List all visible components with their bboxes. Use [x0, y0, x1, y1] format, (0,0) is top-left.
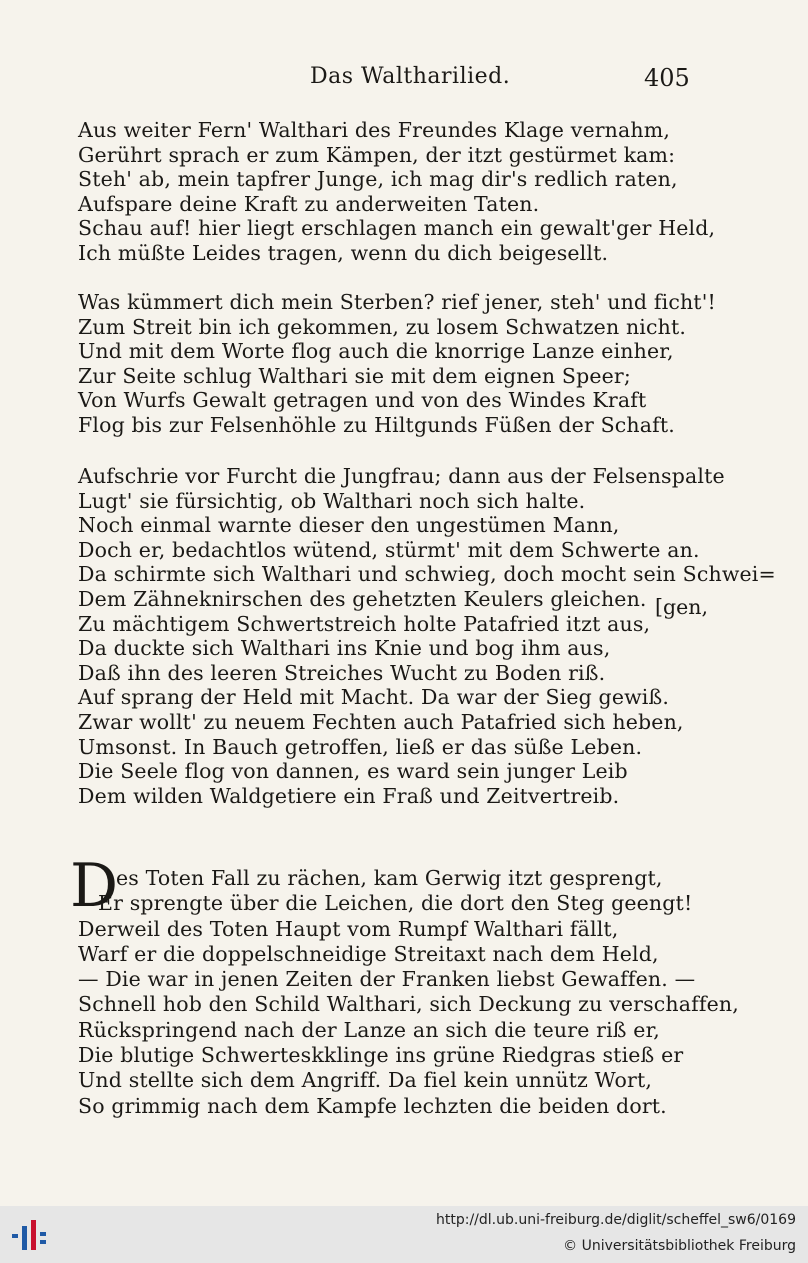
verse-line: Aus weiter Fern' Walthari des Freundes Klage vernahm, — [78, 118, 671, 142]
verse-line: Umsonst. In Bauch getroffen, ließ er das süße Leben. — [78, 734, 643, 759]
verse-line: Daß ihn des leeren Streiches Wucht zu Boden riß. — [78, 660, 606, 685]
verse-line: Zur Seite schlug Walthari sie mit dem eignen Speer; — [78, 363, 631, 388]
line-carryover: [gen, — [655, 595, 708, 619]
verse-line: Lugt' sie fürsichtig, ob Walthari noch sich halte. — [78, 488, 586, 513]
verse-line: Zwar wollt' zu neuem Fechten auch Patafried sich heben, — [78, 709, 684, 734]
copyright-notice: © Universitätsbibliothek Freiburg — [563, 1238, 796, 1254]
verse-line: Er sprengte über die Leichen, die dort den Steg geengt! — [98, 891, 693, 916]
verse-line: Flog bis zur Felsenhöhle zu Hiltgunds Füßen der Schaft. — [78, 412, 675, 437]
ub-freiburg-logo-icon[interactable] — [10, 1218, 50, 1254]
verse-line: Die Seele flog von dannen, es ward sein junger Leib — [78, 759, 628, 784]
verse-line: Aufspare deine Kraft zu anderweiten Taten. — [78, 191, 540, 216]
verse-line: So grimmig nach dem Kampfe lechzten die beiden dort. — [78, 1093, 667, 1118]
verse-line: Doch er, bedachtlos wütend, stürmt' mit dem Schwerte an. — [78, 537, 700, 562]
verse-line: Da duckte sich Walthari ins Knie und bog ihm aus, — [78, 636, 611, 661]
page-number: 405 — [644, 64, 690, 92]
verse-line: Dem wilden Waldgetiere ein Fraß und Zeitvertreib. — [78, 783, 620, 808]
verse-line: Steh' ab, mein tapfrer Junge, ich mag dir's redlich raten, — [78, 167, 678, 192]
stanza-3 — [78, 464, 776, 808]
stanza-4 — [78, 866, 739, 1119]
verse-line: Aufschrie vor Furcht die Jungfrau; dann aus der Felsenspalte — [78, 464, 725, 488]
drop-cap-initial: D — [70, 851, 119, 921]
verse-line: Zum Streit bin ich gekommen, zu losem Schwatzen nicht. — [78, 314, 687, 339]
verse-line: Schau auf! hier liegt erschlagen manch ein gewalt'ger Held, — [78, 216, 716, 241]
verse-line: Und mit dem Worte flog auch die knorrige Lanze einher, — [78, 339, 674, 364]
verse-line: Und stellte sich dem Angriff. Da fiel kein unnütz Wort, — [78, 1068, 653, 1093]
verse-line: Rückspringend nach der Lanze an sich die teure riß er, — [78, 1017, 660, 1042]
verse-line: Noch einmal warnte dieser den ungestümen Mann, — [78, 513, 620, 538]
verse-line: Warf er die doppelschneidige Streitaxt nach dem Held, — [78, 941, 659, 966]
verse-line: es Toten Fall zu rächen, kam Gerwig itzt gesprengt, — [116, 866, 663, 890]
stanza-2 — [78, 290, 718, 438]
verse-line: Da schirmte sich Walthari und schwieg, doch mocht sein Schwei= — [78, 562, 776, 587]
verse-line: Auf sprang der Held mit Macht. Da war der Sieg gewiß. — [78, 685, 670, 710]
verse-line: — Die war in jenen Zeiten der Franken liebst Gewaffen. — — [78, 967, 696, 992]
permalink-url[interactable]: http://dl.ub.uni-freiburg.de/diglit/scheffel_sw6/0169 — [436, 1212, 796, 1228]
verse-line: Schnell hob den Schild Walthari, sich Deckung zu verschaffen, — [78, 992, 739, 1017]
verse-line: Derweil des Toten Haupt vom Rumpf Walthari fällt, — [78, 916, 619, 941]
verse-line: Dem Zähneknirschen des gehetzten Keulers gleichen. — [78, 586, 647, 611]
verse-line: Gerührt sprach er zum Kämpen, der itzt gestürmet kam: — [78, 142, 676, 167]
verse-line: Was kümmert dich mein Sterben? rief jener, steh' und ficht'! — [78, 290, 716, 314]
running-title: Das Waltharilied. — [310, 64, 511, 89]
viewer-footer — [0, 1206, 808, 1263]
stanza-1 — [78, 118, 718, 266]
verse-line: Die blutige Schwerteskklinge ins grüne Riedgras stieß er — [78, 1043, 684, 1068]
verse-line: Von Wurfs Gewalt getragen und von des Windes Kraft — [78, 388, 647, 413]
verse-line: Ich müßte Leides tragen, wenn du dich beigesellt. — [78, 240, 609, 265]
verse-line: Zu mächtigem Schwertstreich holte Patafried itzt aus, — [78, 611, 651, 636]
